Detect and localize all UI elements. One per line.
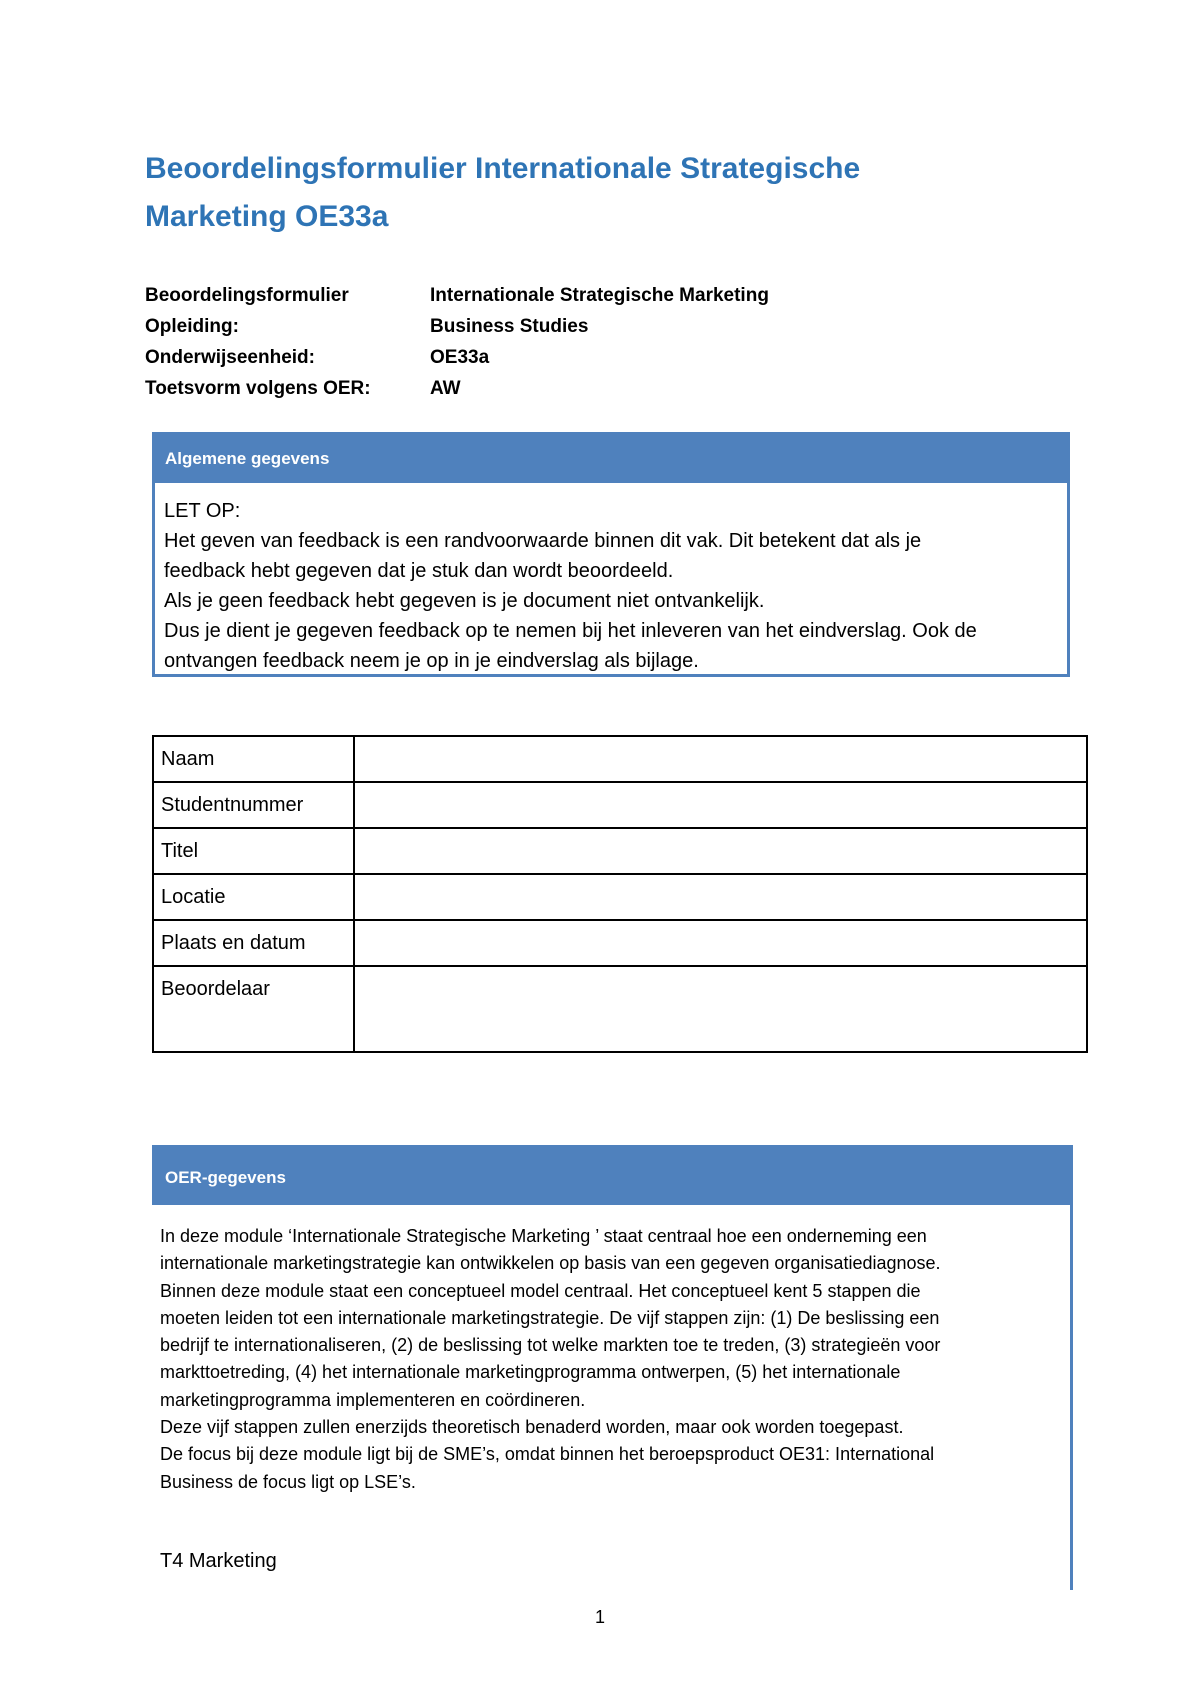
row-label-naam: Naam — [153, 736, 354, 782]
meta-value: AW — [430, 378, 461, 399]
document-title-line-2: Marketing OE33a — [145, 200, 389, 233]
oer-info-line: bedrijf te internationaliseren, (2) de beslissing tot welke markten toe te treden, (3) strategieën voor — [160, 1335, 941, 1356]
oer-info-line: marketingprogramma implementeren en coördineren. — [160, 1389, 586, 1410]
meta-label: Opleiding: — [145, 316, 239, 337]
student-info-table — [152, 735, 1088, 1053]
general-info-body — [155, 483, 1067, 676]
meta-row — [145, 373, 769, 404]
meta-value: Internationale Strategische Marketing — [430, 285, 769, 306]
meta-label: Toetsvorm volgens OER: — [145, 378, 371, 399]
oer-info-header: OER-gegevens — [152, 1145, 1070, 1205]
general-info-line: Het geven van feedback is een randvoorwaarde binnen dit vak. Dit betekent dat als je — [164, 530, 922, 552]
place-date-field[interactable] — [354, 920, 1087, 966]
row-label-beoordelaar: Beoordelaar — [153, 966, 354, 1052]
meta-value: Business Studies — [430, 316, 589, 337]
oer-info-line: Deze vijf stappen zullen enerzijds theoretisch benaderd worden, maar ook worden toegepast. — [160, 1417, 904, 1438]
oer-info-line: internationale marketingstrategie kan ontwikkelen op basis van een gegeven organisatiediagnose. — [160, 1253, 941, 1274]
footer-text: T4 Marketing — [160, 1550, 277, 1572]
oer-info-box — [152, 1145, 1073, 1590]
meta-label: Onderwijseenheid: — [145, 347, 315, 368]
oer-info-line: moeten leiden tot een internationale marketingstrategie. De vijf stappen zijn: (1) De beslissing een — [160, 1307, 940, 1328]
meta-value: OE33a — [430, 347, 490, 368]
oer-info-line: In deze module ‘Internationale Strategische Marketing ’ staat centraal hoe een onderneming een — [160, 1226, 927, 1246]
row-label-studentnummer: Studentnummer — [153, 782, 354, 828]
row-label-plaats-en-datum: Plaats en datum — [153, 920, 354, 966]
table-row — [153, 736, 1087, 782]
meta-info — [145, 280, 769, 404]
table-row — [153, 828, 1087, 874]
oer-info-line: Binnen deze module staat een conceptueel model centraal. Het conceptueel kent 5 stappen die — [160, 1280, 921, 1301]
location-field[interactable] — [354, 874, 1087, 920]
page-number: 1 — [594, 1607, 605, 1627]
row-label-locatie: Locatie — [153, 874, 354, 920]
student-number-field[interactable] — [354, 782, 1087, 828]
table-row — [153, 874, 1087, 920]
general-info-line: Als je geen feedback hebt gegeven is je document niet ontvankelijk. — [164, 590, 765, 612]
title-field[interactable] — [354, 828, 1087, 874]
table-row — [153, 920, 1087, 966]
name-field[interactable] — [354, 736, 1087, 782]
meta-label: Beoordelingsformulier — [145, 285, 349, 306]
oer-info-line: markttoetreding, (4) het internationale marketingprogramma ontwerpen, (5) het internationale — [160, 1362, 901, 1383]
oer-info-line: De focus bij deze module ligt bij de SME’s, omdat binnen het beroepsproduct OE31: International — [160, 1444, 935, 1465]
general-info-line: feedback hebt gegeven dat je stuk dan wordt beoordeeld. — [164, 560, 674, 582]
oer-info-body — [152, 1205, 1070, 1496]
general-info-line: ontvangen feedback neem je op in je eindverslag als bijlage. — [164, 650, 699, 672]
general-info-box — [152, 432, 1070, 677]
meta-row — [145, 311, 769, 342]
meta-row — [145, 280, 769, 311]
table-row — [153, 782, 1087, 828]
general-info-line: LET OP: — [164, 500, 241, 522]
general-info-line: Dus je dient je gegeven feedback op te nemen bij het inleveren van het eindverslag. Ook de — [164, 620, 977, 642]
oer-info-line: Business de focus ligt op LSE’s. — [160, 1471, 416, 1492]
assessor-field[interactable] — [354, 966, 1087, 1052]
meta-row — [145, 342, 769, 373]
general-info-header: Algemene gegevens — [155, 435, 1067, 483]
document-title — [145, 145, 1045, 241]
table-row — [153, 966, 1087, 1052]
row-label-titel: Titel — [153, 828, 354, 874]
document-title-line-1: Beoordelingsformulier Internationale Strategische — [145, 152, 861, 185]
